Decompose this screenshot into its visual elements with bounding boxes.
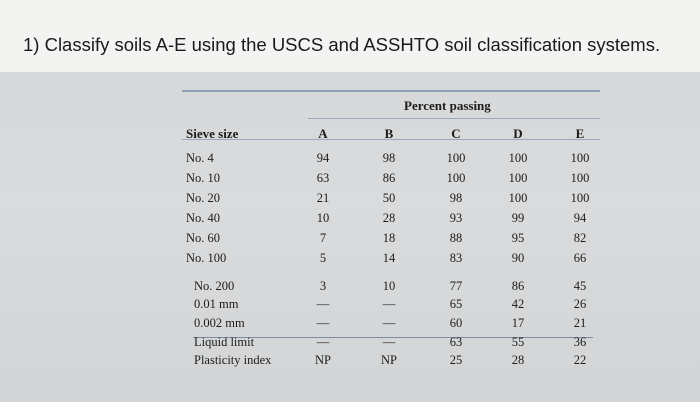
table-cell: 100 (446, 151, 466, 165)
sieve-size-header: Sieve size (186, 126, 239, 141)
table-cell: 28 (382, 211, 396, 225)
row-label: 0.002 mm (194, 316, 245, 330)
table-cell: 83 (449, 251, 463, 265)
percent-passing-header: Percent passing (404, 98, 491, 113)
table-cell: 94 (316, 151, 330, 165)
table-cell: 7 (319, 231, 327, 245)
column-header-d: D (513, 126, 523, 141)
table-cell: — (316, 316, 330, 330)
table-cell: 22 (573, 353, 587, 367)
table-cell: — (382, 297, 396, 311)
table-cell: 65 (449, 297, 463, 311)
table-cell: 77 (449, 279, 463, 293)
row-label: Liquid limit (194, 335, 255, 349)
column-header-c: C (451, 126, 461, 141)
row-label: No. 200 (194, 279, 235, 293)
table-cell: 3 (319, 279, 327, 293)
table-cell: 100 (570, 191, 590, 205)
table-cell: 21 (573, 316, 587, 330)
table-cell: 14 (382, 251, 396, 265)
table-cell: — (316, 335, 330, 349)
table-cell: 25 (449, 353, 463, 367)
table-cell: 100 (570, 151, 590, 165)
row-label: No. 10 (186, 171, 221, 185)
table-cell: 63 (316, 171, 330, 185)
table-cell: NP (315, 353, 331, 367)
table-cell: 17 (511, 316, 525, 330)
table-cell: — (382, 335, 396, 349)
table-cell: 66 (573, 251, 587, 265)
table-cell: 100 (508, 191, 528, 205)
row-label: No. 100 (186, 251, 227, 265)
table-cell: 99 (511, 211, 525, 225)
table-cell: 28 (511, 353, 525, 367)
table-cell: 98 (449, 191, 463, 205)
row-label: Plasticity index (194, 353, 272, 367)
table-cell: 63 (449, 335, 463, 349)
table-cell: 95 (511, 231, 525, 245)
row-label: 0.01 mm (194, 297, 239, 311)
table-cell: 100 (570, 171, 590, 185)
table-cell: 55 (511, 335, 525, 349)
table-cell: 45 (573, 279, 587, 293)
table-cell: 21 (316, 191, 330, 205)
table-cell: — (316, 297, 330, 311)
table-cell: 100 (446, 171, 466, 185)
table-cell: 42 (511, 297, 525, 311)
table-cell: 100 (508, 151, 528, 165)
table-cell: 90 (511, 251, 525, 265)
table-cell: 88 (449, 231, 463, 245)
table-cell: 60 (449, 316, 463, 330)
table-cell: 94 (573, 211, 587, 225)
column-header-e: E (575, 126, 585, 141)
table-cell: 26 (573, 297, 587, 311)
table-cell: NP (381, 353, 397, 367)
column-header-a: A (318, 126, 328, 141)
row-label: No. 40 (186, 211, 221, 225)
table-cell: 98 (382, 151, 396, 165)
question-text: 1) Classify soils A-E using the USCS and ASSHTO soil classification systems. (23, 34, 661, 55)
table-cell: 100 (508, 171, 528, 185)
row-label: No. 4 (186, 151, 214, 165)
table-cell: — (382, 316, 396, 330)
table-cell: 10 (316, 211, 330, 225)
table-cell: 50 (382, 191, 396, 205)
row-label: No. 20 (186, 191, 221, 205)
table-cell: 36 (573, 335, 587, 349)
table-cell: 93 (449, 211, 463, 225)
table-cell: 82 (573, 231, 587, 245)
table-top-rule (182, 90, 600, 92)
table-cell: 5 (319, 251, 327, 265)
column-header-b: B (384, 126, 394, 141)
table-cell: 86 (382, 171, 396, 185)
row-label: No. 60 (186, 231, 221, 245)
table-cell: 18 (382, 231, 396, 245)
table-cell: 86 (511, 279, 525, 293)
group-header-rule (308, 118, 600, 119)
table-cell: 10 (382, 279, 396, 293)
